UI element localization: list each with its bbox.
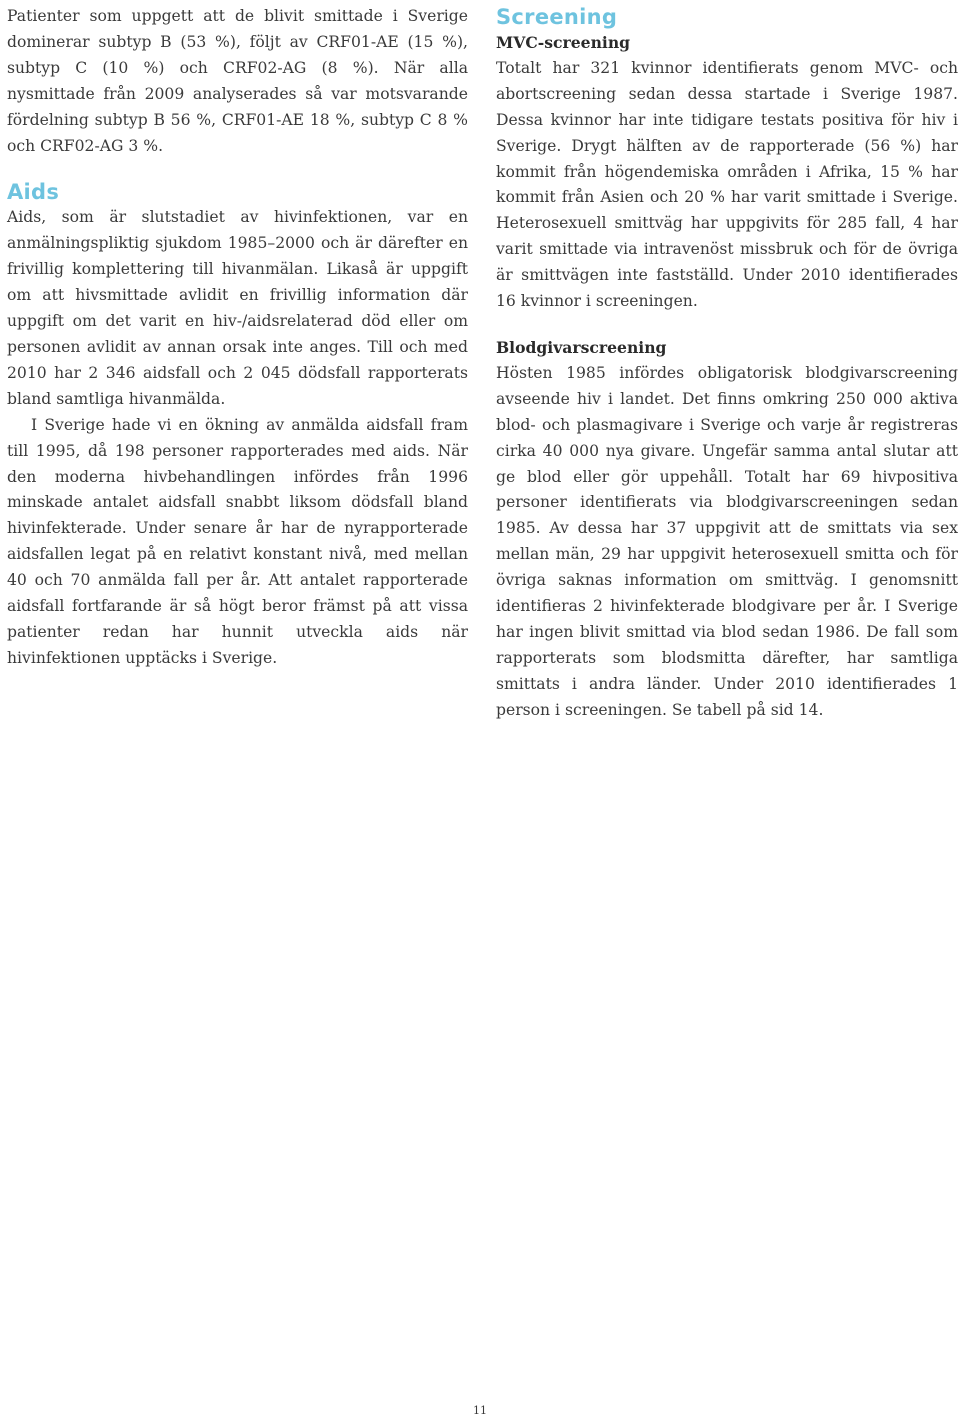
aids-paragraph-1: Aids, som är slutstadiet av hivinfektionen, var en anmälningspliktig sjukdom 1985–2000 och är därefter en frivillig komplettering till hivanmälan. Likaså är uppgift om att hivsmittade avlidit en frivillig information där uppgift om det varit en hiv-/aidsrelaterad död eller om personen avlidit av annan orsak inte anges. Till och med 2010 har 2 346 aidsfall och 2 045 dödsfall rapporterats bland samtliga hivanmälda. [7,208,468,408]
left-column [7,4,468,672]
intro-paragraph: Patienter som uppgett att de blivit smittade i Sverige dominerar subtyp B (53 %), följt av CRF01-AE (15 %), subtyp C (10 %) och CRF02-AG (8 %). När alla nysmittade från 2009 analyserades så var motsvarande fördelning subtyp B 56 %, CRF01-AE 18 %, subtyp C 8 % och CRF02-AG 3 %. [7,7,468,155]
blod-paragraph: Hösten 1985 infördes obligatorisk blodgivarscreening avseende hiv i landet. Det finns omkring 250 000 aktiva blod- och plasmagivare i Sverige och varje år registreras cirka 40 000 nya givare. Ungefär samma antal slutar att ge blod eller gör uppehåll. Totalt har 69 hivpositiva personer identifierats via blodgivarscreeningen sedan 1985. Av dessa har 37 uppgivit att de smittats via sex mellan män, 29 har uppgivit heterosexuell smitta och för övriga saknas information om smittväg. I genomsnitt identifieras 2 hivinfekterade blodgivare per år. I Sverige har ingen blivit smittad via blod sedan 1986. De fall som rapporterats som blodsmitta därefter, har samtliga smittats i andra länder. Under 2010 identifierades 1 person i screeningen. Se tabell på sid 14. [496,363,958,719]
mvc-paragraph: Totalt har 321 kvinnor identifierats genom MVC- och abortscreening sedan dessa startade i Sverige 1987. Dessa kvinnor har inte tidigare testats positiva för hiv i Sverige. Drygt hälften av de rapporterade (56 %) har kommit från högendemiska områden i Afrika, 15 % har kommit från Asien och 20 % har varit smittade i Sverige. Heterosexuell smittväg har uppgivits för 285 fall, 4 har varit smittade via intravenöst missbruk och för de övriga är smittvägen inte fastställd. Under 2010 identifierades 16 kvinnor i screeningen. [496,58,958,311]
mvc-subheading: MVC-screening [496,33,631,52]
blod-subheading: Blodgivarscreening [496,337,667,357]
screening-heading: Screening [496,5,618,29]
right-column [496,4,958,724]
aids-heading: Aids [7,180,60,205]
page-number: 11 [473,1404,487,1417]
aids-paragraph-2: I Sverige hade vi en ökning av anmälda aidsfall fram till 1995, då 198 personer rapporterades med aids. När den moderna hivbehandlingen infördes från 1996 minskade antalet aidsfall snabbt liksom dödsfall bland hivinfekterade. Under senare år har de nyrapporterade aidsfallen legat på en relativt konstant nivå, med mellan 40 och 70 anmälda fall per år. Att antalet rapporterade aidsfall fortfarande är så högt beror främst på att vissa patienter redan har hunnit utveckla aids när hivinfektionen upptäcks i Sverige. [7,415,468,667]
